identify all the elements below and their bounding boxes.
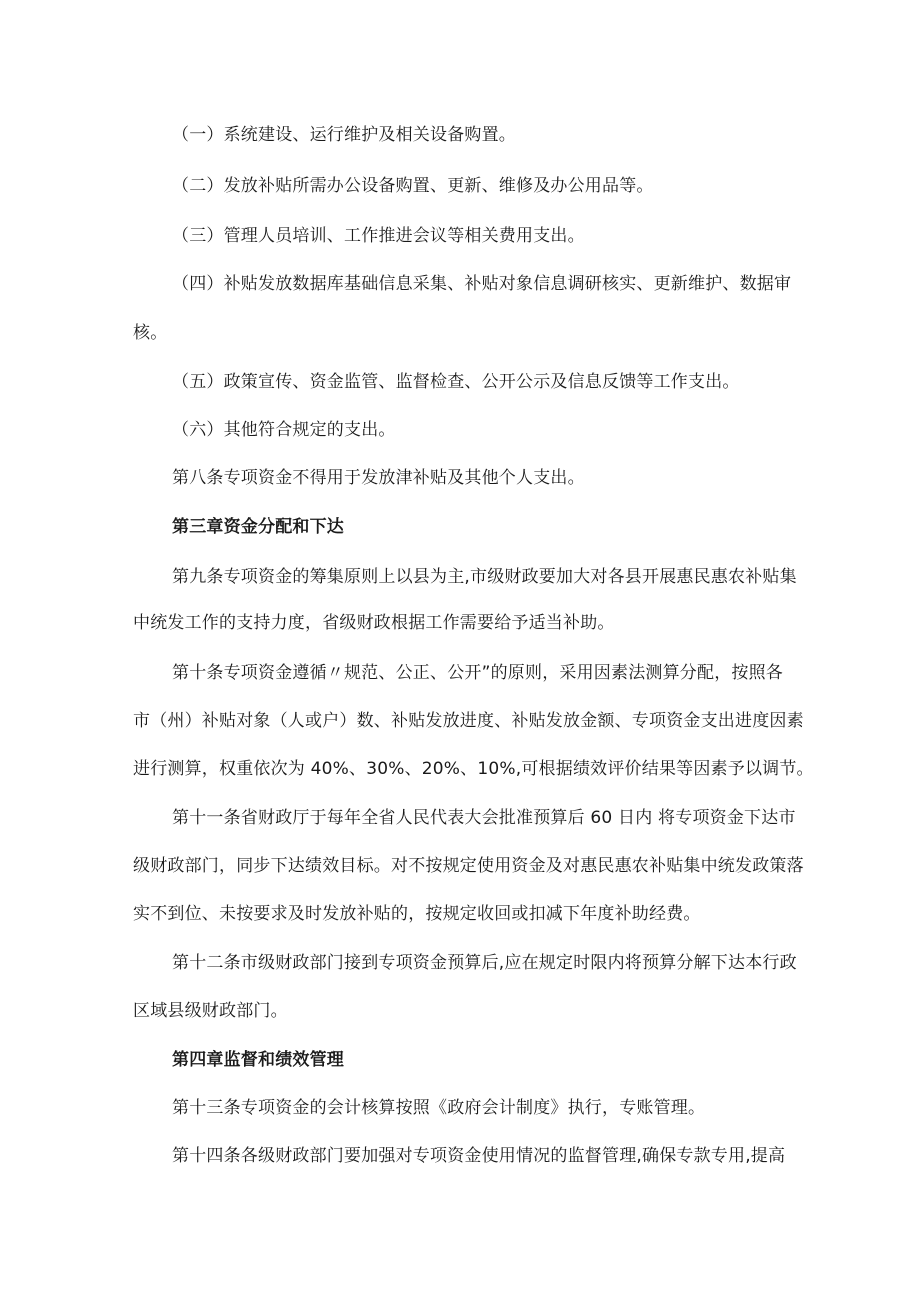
item-4-line-2: 核。	[133, 323, 168, 343]
item-2: （二）发放补贴所需办公设备购置、更新、维修及办公用品等。	[172, 176, 654, 196]
item-6: （六）其他符合规定的支出。	[172, 420, 396, 440]
article-9-line-2: 中统发工作的支持力度，省级财政根据工作需要给予适当补助。	[133, 613, 615, 633]
article-9-line-1: 第九条专项资金的筹集原则上以县为主,市级财政要加大对各县开展惠民惠农补贴集	[172, 567, 797, 587]
article-14-line-1: 第十四条各级财政部门要加强对专项资金使用情况的监督管理,确保专款专用,提高	[172, 1146, 786, 1166]
article-11-line-3: 实不到位、未按要求及时发放补贴的，按规定收回或扣减下年度补助经费。	[133, 904, 701, 924]
item-1: （一）系统建设、运行维护及相关设备购置。	[172, 125, 516, 145]
article-11-line-1: 第十一条省财政厅于每年全省人民代表大会批准预算后 60 日内 将专项资金下达市	[172, 808, 796, 828]
article-12-line-1: 第十二条市级财政部门接到专项资金预算后,应在规定时限内将预算分解下达本行政	[172, 953, 797, 973]
article-10-line-3: 进行测算，权重依次为 40%、30%、20%、10%,可根据绩效评价结果等因素予以调节。	[133, 759, 814, 779]
article-8: 第八条专项资金不得用于发放津补贴及其他个人支出。	[172, 468, 585, 488]
chapter-4-heading: 第四章监督和绩效管理	[172, 1050, 344, 1070]
item-3: （三）管理人员培训、工作推进会议等相关费用支出。	[172, 226, 585, 246]
article-10-line-1: 第十条专项资金遵循〃规范、公正、公开”的原则，采用因素法测算分配，按照各	[172, 663, 784, 683]
article-13: 第十三条专项资金的会计核算按照《政府会计制度》执行，专账管理。	[172, 1098, 706, 1118]
article-10-line-2: 市（州）补贴对象（人或户）数、补贴发放进度、补贴发放金额、专项资金支出进度因素	[133, 711, 804, 731]
article-12-line-2: 区域县级财政部门。	[133, 1001, 288, 1021]
item-5: （五）政策宣传、资金监管、监督检查、公开公示及信息反馈等工作支出。	[172, 372, 740, 392]
item-4-line-1: （四）补贴发放数据库基础信息采集、补贴对象信息调研核实、更新维护、数据审	[172, 274, 792, 294]
chapter-3-heading: 第三章资金分配和下达	[172, 517, 344, 537]
article-11-line-2: 级财政部门，同步下达绩效目标。对不按规定使用资金及对惠民惠农补贴集中统发政策落	[133, 856, 804, 876]
